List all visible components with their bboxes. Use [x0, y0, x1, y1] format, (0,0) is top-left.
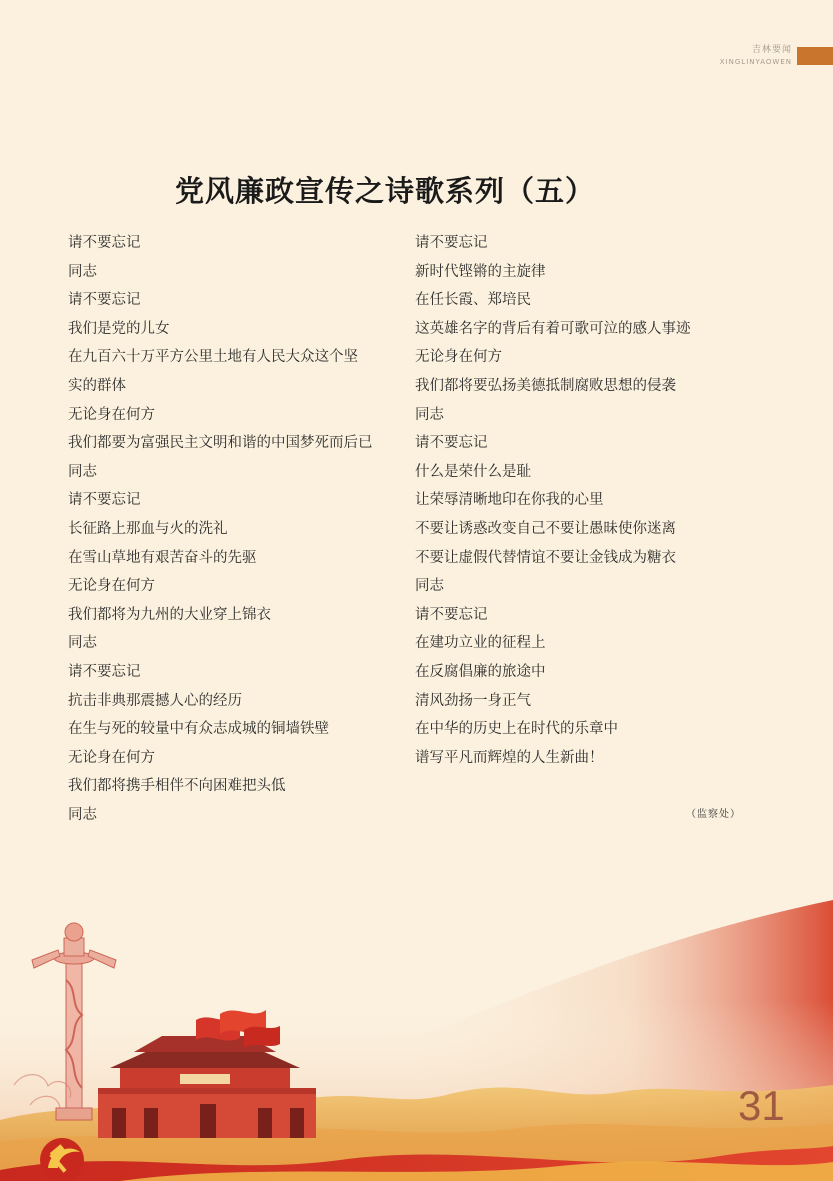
- section-header: [720, 44, 792, 68]
- poem-line: 请不要忘记: [68, 235, 141, 251]
- poem-line: 无论身在何方: [68, 749, 155, 766]
- poem-line: 请不要忘记: [415, 235, 488, 251]
- poem-left-column: [68, 229, 398, 829]
- poem-line: 谱写平凡而辉煌的人生新曲！: [415, 749, 604, 766]
- poem-line: 同志: [68, 463, 97, 480]
- section-name-cn: 吉林要闻: [751, 45, 792, 55]
- poem-line: 在任长霞、郑培民: [415, 292, 531, 309]
- poem-line: 同志: [68, 263, 97, 280]
- poem-line: 在九百六十万平方公里土地有人民大众这个坚: [68, 349, 358, 366]
- poem-line: 这英雄名字的背后有着可歌可泣的感人事迹: [415, 320, 691, 337]
- poem-line: 我们都将要弘扬美德抵制腐败思想的侵袭: [415, 377, 676, 394]
- poem-line: 无论身在何方: [68, 406, 155, 423]
- poem-line: 在中华的历史上在时代的乐章中: [415, 721, 618, 738]
- poem-line: 抗击非典那震撼人心的经历: [68, 692, 242, 709]
- poem-line: 请不要忘记: [68, 492, 141, 509]
- poem-line: 在雪山草地有艰苦奋斗的先驱: [68, 549, 257, 566]
- poem-line: 请不要忘记: [415, 606, 488, 623]
- poem-line: 无论身在何方: [415, 349, 502, 366]
- poem-line: 同志: [415, 578, 444, 595]
- poem-line: 同志: [68, 806, 97, 823]
- poem-line: 我们都将携手相伴不向困难把头低: [68, 778, 286, 795]
- poem-line: 新时代铿锵的主旋律: [415, 263, 546, 280]
- poem-line: 同志: [415, 406, 444, 423]
- page-number: 31: [738, 1082, 785, 1129]
- poem-line: 清风劲扬一身正气: [415, 692, 531, 709]
- poem-line: 无论身在何方: [68, 578, 155, 595]
- header-accent-bar: [797, 47, 833, 65]
- poem-line: 实的群体: [68, 377, 126, 394]
- poem-line: 我们都将为九州的大业穿上锦衣: [68, 606, 271, 623]
- author-credit: （监察处）: [686, 809, 741, 820]
- poem-line: 我们是党的儿女: [68, 320, 170, 337]
- poem-line: 请不要忘记: [68, 663, 141, 680]
- poem-line: 不要让诱惑改变自己不要让愚昧使你迷离: [415, 520, 676, 537]
- poem-line: 请不要忘记: [415, 435, 488, 452]
- page-title: 党风廉政宣传之诗歌系列（五）: [174, 174, 595, 209]
- poem-line: 在生与死的较量中有众志成城的铜墙铁壁: [68, 721, 329, 738]
- decorative-footer-illustration: [0, 880, 833, 1181]
- party-emblem-icon: [40, 1138, 84, 1181]
- poem-line: 不要让虚假代替情谊不要让金钱成为糖衣: [415, 549, 676, 566]
- poem-line: 长征路上那血与火的洗礼: [68, 520, 228, 537]
- poem-line: 什么是荣什么是耻: [415, 463, 531, 480]
- poem-line: 我们都要为富强民主文明和谐的中国梦死而后已: [68, 435, 373, 452]
- poem-line: 在反腐倡廉的旅途中: [415, 663, 546, 680]
- section-name-en: XINGLINYAOWEN: [719, 58, 792, 66]
- poem-line: 同志: [68, 635, 97, 652]
- poem-line: 请不要忘记: [68, 292, 141, 309]
- poem-line: 让荣辱清晰地印在你我的心里: [415, 492, 604, 509]
- poem-line: 在建功立业的征程上: [415, 635, 546, 652]
- poem-right-column: [415, 229, 755, 772]
